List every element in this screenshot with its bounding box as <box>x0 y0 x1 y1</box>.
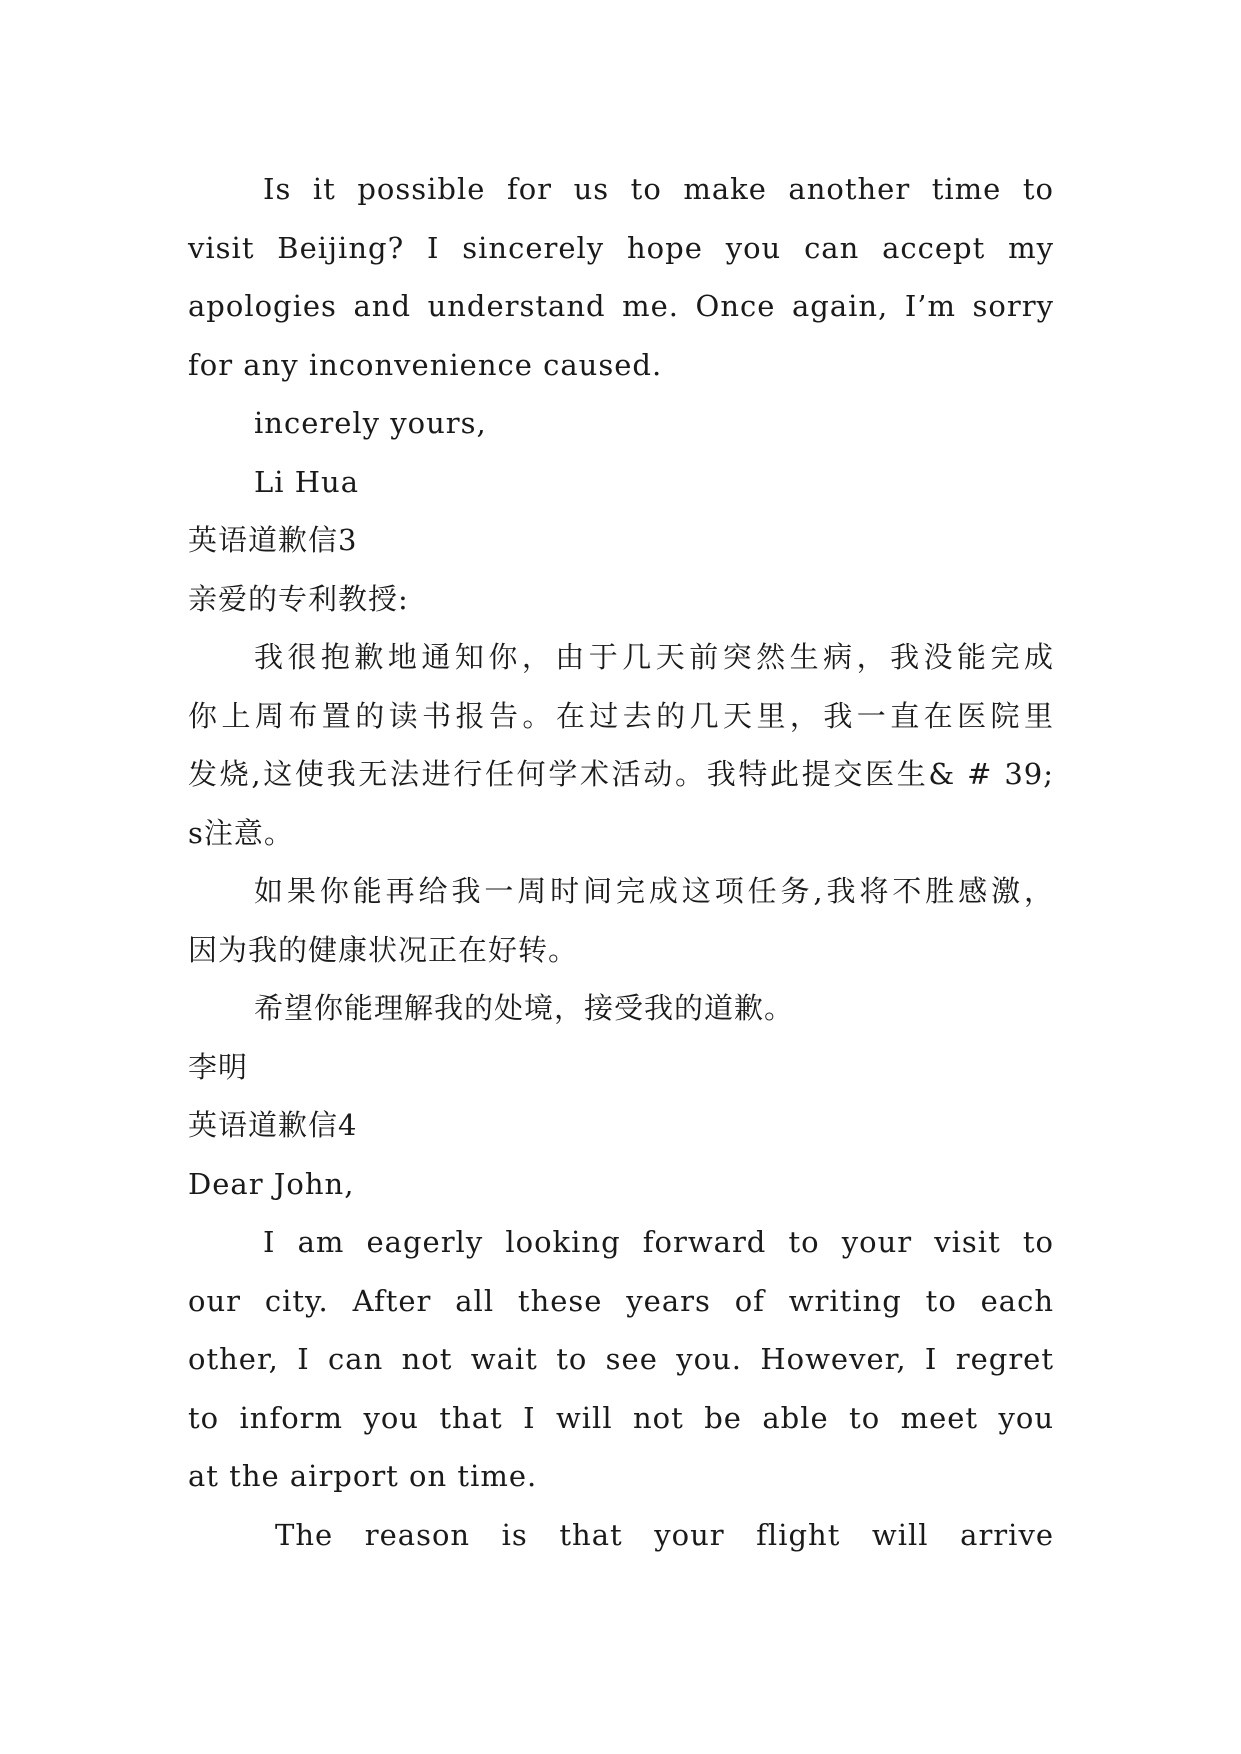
text-line: 你上周布置的读书报告。在过去的几天里，我一直在医院里 <box>188 698 1054 733</box>
text-line: I am eagerly looking forward to your visit to <box>263 1225 1054 1259</box>
closing-line: incerely yours, <box>254 406 487 440</box>
text-line: apologies and understand me. Once again, I’m sorry <box>188 289 1054 323</box>
text-line: at the airport on time. <box>188 1459 538 1493</box>
section-heading: 英语道歉信4 <box>188 1108 358 1142</box>
text-line: 如果你能再给我一周时间完成这项任务,我将不胜感激， <box>254 874 1054 908</box>
text-line: other, I can not wait to see you. However, I regret <box>188 1342 1054 1376</box>
text-line: for any inconvenience caused. <box>188 347 663 382</box>
text-line: 因为我的健康状况正在好转。 <box>188 932 579 967</box>
salutation-line: 亲爱的专利教授: <box>188 581 409 616</box>
text-line: 发烧,这使我无法进行任何学术活动。我特此提交医生& # 39; <box>188 757 1054 791</box>
text-line: visit Beijing? I sincerely hope you can accept my <box>188 230 1054 265</box>
text-line: Is it possible for us to make another time to <box>263 172 1054 206</box>
text-line: our city. After all these years of writing to each <box>188 1283 1054 1318</box>
salutation-line: Dear John, <box>188 1166 355 1201</box>
section-heading: 英语道歉信3 <box>188 523 358 557</box>
text-line: 我很抱歉地通知你，由于几天前突然生病，我没能完成 <box>254 640 1054 674</box>
text-line: The reason is that your flight will arrive <box>275 1517 1054 1552</box>
text-line: to inform you that I will not be able to meet you <box>188 1400 1054 1435</box>
signature-line: 李明 <box>188 1049 249 1084</box>
document-body <box>188 160 1054 1564</box>
text-line: s注意。 <box>188 815 294 850</box>
signature-line: Li Hua <box>254 464 360 499</box>
text-line: 希望你能理解我的处境，接受我的道歉。 <box>254 991 795 1025</box>
